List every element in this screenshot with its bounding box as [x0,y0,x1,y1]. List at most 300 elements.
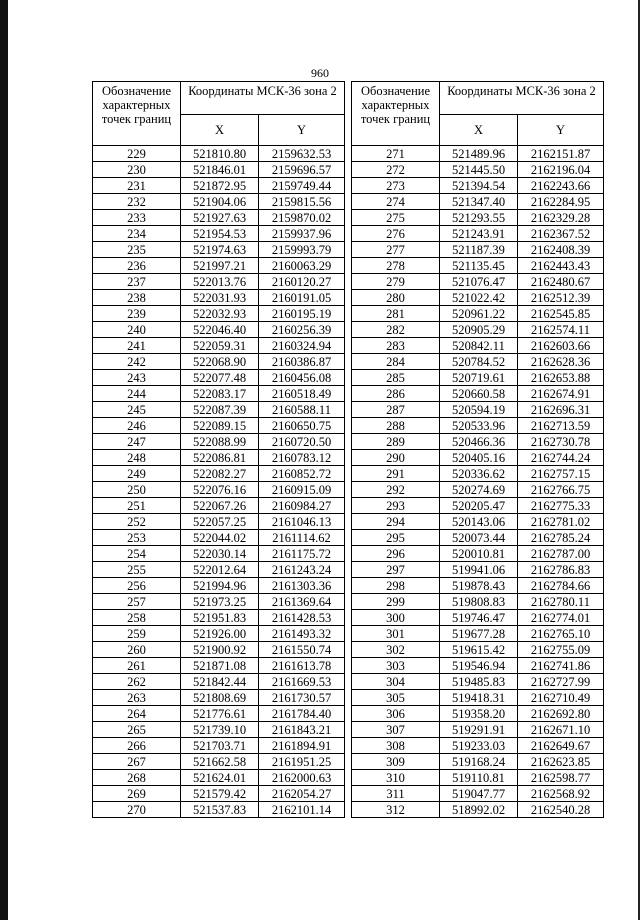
point-number: 277 [352,242,440,258]
coord-y: 2162574.11 [518,322,604,338]
coord-y: 2160984.27 [259,498,345,514]
table-row [352,354,604,370]
point-number: 232 [93,194,181,210]
coord-x: 522087.39 [181,402,259,418]
coord-y: 2161669.53 [259,674,345,690]
point-number: 268 [93,770,181,786]
coord-y: 2162744.24 [518,450,604,466]
coord-y: 2162755.09 [518,642,604,658]
point-number: 241 [93,338,181,354]
coord-x: 521846.01 [181,162,259,178]
point-number: 301 [352,626,440,642]
table-row [93,466,345,482]
coord-x: 522086.81 [181,450,259,466]
coord-y: 2162671.10 [518,722,604,738]
coord-x: 522044.02 [181,530,259,546]
coord-y: 2162367.52 [518,226,604,242]
coord-y: 2162649.67 [518,738,604,754]
table-row [352,386,604,402]
coord-y: 2160195.19 [259,306,345,322]
coord-x: 522076.16 [181,482,259,498]
coord-y: 2159993.79 [259,242,345,258]
coord-x: 522077.48 [181,370,259,386]
coord-y: 2162784.66 [518,578,604,594]
point-number: 269 [93,786,181,802]
point-number: 295 [352,530,440,546]
coord-x: 519168.24 [440,754,518,770]
coord-x: 520336.62 [440,466,518,482]
point-number: 243 [93,370,181,386]
table-row [93,610,345,626]
coord-y: 2162480.67 [518,274,604,290]
table-row [93,386,345,402]
table-row [93,194,345,210]
table-row [93,226,345,242]
coord-y: 2161784.40 [259,706,345,722]
table-body-left [93,146,345,818]
point-number: 251 [93,498,181,514]
point-number: 292 [352,482,440,498]
point-number: 309 [352,754,440,770]
coord-x: 520466.36 [440,434,518,450]
coord-x: 522046.40 [181,322,259,338]
point-number: 249 [93,466,181,482]
point-number: 307 [352,722,440,738]
point-number: 274 [352,194,440,210]
table-row [352,626,604,642]
table-row [352,178,604,194]
point-number: 293 [352,498,440,514]
point-number: 265 [93,722,181,738]
table-row [352,146,604,162]
point-number: 245 [93,402,181,418]
table-row [93,354,345,370]
table-row [93,770,345,786]
coord-x: 520143.06 [440,514,518,530]
coord-y: 2161951.25 [259,754,345,770]
coord-y: 2159749.44 [259,178,345,194]
coord-x: 520073.44 [440,530,518,546]
point-number: 275 [352,210,440,226]
table-row [93,434,345,450]
point-number: 303 [352,658,440,674]
coord-y: 2162598.77 [518,770,604,786]
coord-y: 2162054.27 [259,786,345,802]
table-row [352,258,604,274]
coord-y: 2162692.80 [518,706,604,722]
table-row [93,338,345,354]
point-number: 261 [93,658,181,674]
coord-x: 520961.22 [440,306,518,322]
point-number: 230 [93,162,181,178]
point-number: 264 [93,706,181,722]
point-number: 247 [93,434,181,450]
table-row [93,306,345,322]
coord-x: 520405.16 [440,450,518,466]
coord-y: 2161730.57 [259,690,345,706]
table-row [93,258,345,274]
table-row [352,690,604,706]
point-number: 266 [93,738,181,754]
coord-x: 521973.25 [181,594,259,610]
coord-y: 2162785.24 [518,530,604,546]
table-row [93,514,345,530]
coord-y: 2162710.49 [518,690,604,706]
coord-x: 521579.42 [181,786,259,802]
coord-x: 519233.03 [440,738,518,754]
coord-y: 2159937.96 [259,226,345,242]
coord-y: 2161046.13 [259,514,345,530]
point-number: 237 [93,274,181,290]
point-number: 236 [93,258,181,274]
coord-x: 521808.69 [181,690,259,706]
coord-x: 521076.47 [440,274,518,290]
table-row [93,562,345,578]
coord-y: 2161369.64 [259,594,345,610]
table-row [352,466,604,482]
table-row [93,642,345,658]
coord-y: 2161303.36 [259,578,345,594]
coordinates-table-left [92,81,345,818]
coord-y: 2160324.94 [259,338,345,354]
coord-y: 2162775.33 [518,498,604,514]
coord-y: 2159632.53 [259,146,345,162]
coord-x: 521951.83 [181,610,259,626]
coord-x: 519291.91 [440,722,518,738]
coord-y: 2162568.92 [518,786,604,802]
table-row [352,210,604,226]
point-number: 233 [93,210,181,226]
coord-x: 519878.43 [440,578,518,594]
coord-y: 2162408.39 [518,242,604,258]
coord-x: 521022.42 [440,290,518,306]
coord-y: 2162284.95 [518,194,604,210]
table-row [352,370,604,386]
coord-x: 521904.06 [181,194,259,210]
table-row [352,578,604,594]
coord-x: 521703.71 [181,738,259,754]
point-number: 239 [93,306,181,322]
coord-x: 521871.08 [181,658,259,674]
coord-x: 521739.10 [181,722,259,738]
point-number: 276 [352,226,440,242]
coord-x: 522031.93 [181,290,259,306]
point-number: 306 [352,706,440,722]
coord-x: 520784.52 [440,354,518,370]
point-number: 278 [352,258,440,274]
table-row [93,706,345,722]
page-number: 960 [311,66,329,80]
coord-x: 522030.14 [181,546,259,562]
table-row [352,530,604,546]
table-row [352,450,604,466]
table-row [93,626,345,642]
coord-y: 2162545.85 [518,306,604,322]
header-y: Y [518,115,604,146]
table-row [352,610,604,626]
coord-y: 2162196.04 [518,162,604,178]
coord-x: 521872.95 [181,178,259,194]
coord-x: 522089.15 [181,418,259,434]
coord-y: 2160852.72 [259,466,345,482]
coord-y: 2159870.02 [259,210,345,226]
table-row [352,786,604,802]
coord-y: 2160783.12 [259,450,345,466]
point-number: 229 [93,146,181,162]
scan-edge-left [0,0,8,920]
coord-y: 2161428.53 [259,610,345,626]
coord-y: 2160120.27 [259,274,345,290]
coord-x: 521954.53 [181,226,259,242]
table-row [352,674,604,690]
coord-x: 519941.06 [440,562,518,578]
point-number: 288 [352,418,440,434]
point-number: 244 [93,386,181,402]
coord-x: 520533.96 [440,418,518,434]
coord-y: 2160518.49 [259,386,345,402]
coord-x: 521842.44 [181,674,259,690]
coord-y: 2161493.32 [259,626,345,642]
coord-x: 521927.63 [181,210,259,226]
coord-x: 519485.83 [440,674,518,690]
coord-x: 521293.55 [440,210,518,226]
table-row [352,802,604,818]
table-row [93,322,345,338]
coord-x: 519358.20 [440,706,518,722]
coord-y: 2162623.85 [518,754,604,770]
point-number: 242 [93,354,181,370]
header-designation: Обозначение характерных точек границ [352,82,440,146]
table-row [352,242,604,258]
coord-y: 2160256.39 [259,322,345,338]
point-number: 256 [93,578,181,594]
coord-y: 2160456.08 [259,370,345,386]
coord-x: 522082.27 [181,466,259,482]
coord-x: 519047.77 [440,786,518,802]
point-number: 262 [93,674,181,690]
table-row [93,530,345,546]
table-row [93,370,345,386]
table-row [93,146,345,162]
point-number: 238 [93,290,181,306]
coord-x: 522067.26 [181,498,259,514]
table-row [93,402,345,418]
coord-x: 520660.58 [440,386,518,402]
point-number: 308 [352,738,440,754]
table-row [352,722,604,738]
point-number: 310 [352,770,440,786]
table-body-right [352,146,604,818]
coordinates-table-right [351,81,604,818]
coord-x: 522057.25 [181,514,259,530]
coord-x: 521135.45 [440,258,518,274]
coord-y: 2161243.24 [259,562,345,578]
table-row [93,290,345,306]
coord-y: 2162786.83 [518,562,604,578]
coord-x: 521394.54 [440,178,518,194]
table-row [93,210,345,226]
coord-y: 2162780.11 [518,594,604,610]
coord-x: 522083.17 [181,386,259,402]
coord-y: 2162443.43 [518,258,604,274]
table-row [93,690,345,706]
coord-y: 2161175.72 [259,546,345,562]
coord-x: 522059.31 [181,338,259,354]
point-number: 258 [93,610,181,626]
coord-x: 520719.61 [440,370,518,386]
coord-x: 518992.02 [440,802,518,818]
coord-x: 520274.69 [440,482,518,498]
coord-y: 2160720.50 [259,434,345,450]
table-row [93,178,345,194]
coord-x: 522032.93 [181,306,259,322]
header-coordinates: Координаты МСК-36 зона 2 [440,82,604,115]
coord-x: 521445.50 [440,162,518,178]
coord-y: 2162696.31 [518,402,604,418]
coord-y: 2161843.21 [259,722,345,738]
coord-y: 2162243.66 [518,178,604,194]
point-number: 282 [352,322,440,338]
point-number: 312 [352,802,440,818]
point-number: 279 [352,274,440,290]
table-row [352,642,604,658]
point-number: 272 [352,162,440,178]
table-row [352,226,604,242]
table-row [352,706,604,722]
point-number: 248 [93,450,181,466]
coord-y: 2162000.63 [259,770,345,786]
header-designation: Обозначение характерных точек границ [93,82,181,146]
point-number: 271 [352,146,440,162]
coord-x: 521537.83 [181,802,259,818]
point-number: 257 [93,594,181,610]
coord-y: 2161550.74 [259,642,345,658]
table-row [352,658,604,674]
coord-x: 522013.76 [181,274,259,290]
point-number: 302 [352,642,440,658]
coord-y: 2162781.02 [518,514,604,530]
point-number: 286 [352,386,440,402]
point-number: 290 [352,450,440,466]
point-number: 267 [93,754,181,770]
point-number: 234 [93,226,181,242]
point-number: 273 [352,178,440,194]
point-number: 281 [352,306,440,322]
coord-x: 521776.61 [181,706,259,722]
header-coordinates: Координаты МСК-36 зона 2 [181,82,345,115]
coord-x: 521994.96 [181,578,259,594]
coord-y: 2162653.88 [518,370,604,386]
point-number: 284 [352,354,440,370]
point-number: 280 [352,290,440,306]
point-number: 283 [352,338,440,354]
coord-x: 521489.96 [440,146,518,162]
table-row [93,418,345,434]
table-row [352,402,604,418]
table-row [93,498,345,514]
header-x: X [440,115,518,146]
header-y: Y [259,115,345,146]
coord-y: 2162603.66 [518,338,604,354]
table-row [93,658,345,674]
point-number: 300 [352,610,440,626]
table-row [93,578,345,594]
coord-y: 2162540.28 [518,802,604,818]
table-row [93,162,345,178]
coord-y: 2162628.36 [518,354,604,370]
header-x: X [181,115,259,146]
point-number: 250 [93,482,181,498]
point-number: 285 [352,370,440,386]
point-number: 298 [352,578,440,594]
point-number: 231 [93,178,181,194]
coord-y: 2162757.15 [518,466,604,482]
point-number: 252 [93,514,181,530]
table-row [352,338,604,354]
table-row [93,802,345,818]
coord-x: 520905.29 [440,322,518,338]
point-number: 235 [93,242,181,258]
point-number: 311 [352,786,440,802]
coord-y: 2159696.57 [259,162,345,178]
coord-y: 2162329.28 [518,210,604,226]
table-row [352,434,604,450]
table-row [352,482,604,498]
coord-y: 2161613.78 [259,658,345,674]
coord-y: 2160386.87 [259,354,345,370]
coord-x: 519677.28 [440,626,518,642]
coord-x: 521662.58 [181,754,259,770]
coord-x: 521974.63 [181,242,259,258]
table-row [352,514,604,530]
coord-x: 519546.94 [440,658,518,674]
coord-x: 520594.19 [440,402,518,418]
point-number: 299 [352,594,440,610]
coord-y: 2162512.39 [518,290,604,306]
coord-y: 2162713.59 [518,418,604,434]
table-row [93,674,345,690]
point-number: 259 [93,626,181,642]
table-row [352,290,604,306]
table-row [352,418,604,434]
coord-x: 521926.00 [181,626,259,642]
coord-y: 2161114.62 [259,530,345,546]
table-row [352,194,604,210]
coord-x: 519808.83 [440,594,518,610]
point-number: 253 [93,530,181,546]
table-row [352,594,604,610]
point-number: 294 [352,514,440,530]
table-row [93,738,345,754]
table-row [352,562,604,578]
coord-y: 2162765.10 [518,626,604,642]
table-row [352,754,604,770]
table-row [93,450,345,466]
table-row [93,722,345,738]
coord-y: 2162674.91 [518,386,604,402]
coord-x: 521243.91 [440,226,518,242]
table-row [93,786,345,802]
table-row [352,322,604,338]
point-number: 263 [93,690,181,706]
table-row [93,242,345,258]
coord-y: 2161894.91 [259,738,345,754]
point-number: 270 [93,802,181,818]
table-row [93,274,345,290]
coord-x: 521187.39 [440,242,518,258]
coord-y: 2160915.09 [259,482,345,498]
coord-y: 2162730.78 [518,434,604,450]
